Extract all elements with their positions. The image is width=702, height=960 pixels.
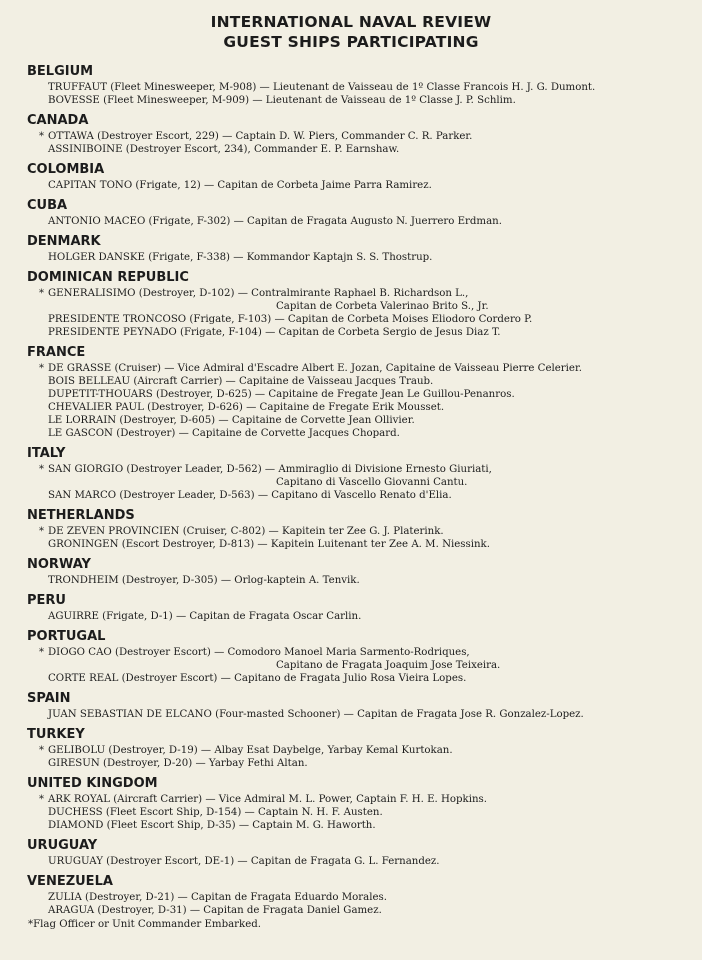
ship-entry — [24, 143, 678, 156]
flag-officer-marker: * — [39, 647, 44, 658]
country-list — [24, 64, 678, 917]
ship-entry — [24, 463, 678, 476]
ship-entry-text: URUGUAY (Destroyer Escort, DE-1) — Capitan de Fragata G. L. Fernandez. — [48, 856, 440, 867]
ship-entry — [24, 819, 678, 832]
ship-entry — [24, 646, 678, 659]
ship-entry — [24, 130, 678, 143]
ship-entry — [24, 489, 678, 502]
ship-entry-text: SAN GIORGIO (Destroyer Leader, D-562) — Ammiraglio di Divisione Ernesto Giuriati, — [48, 464, 492, 475]
flag-officer-marker: * — [39, 131, 44, 142]
ship-entry-continuation: Capitano di Vascello Giovanni Cantu. — [276, 477, 468, 488]
ship-entry-text: HOLGER DANSKE (Frigate, F-338) — Kommandor Kaptajn S. S. Thostrup. — [48, 252, 433, 263]
ship-entry — [24, 525, 678, 538]
country-heading: ITALY — [27, 446, 66, 461]
country-section — [24, 113, 678, 156]
ship-entry-text: DE ZEVEN PROVINCIEN (Cruiser, C-802) — Kapitein ter Zee G. J. Platerink. — [48, 526, 444, 537]
ship-entry-text: JUAN SEBASTIAN DE ELCANO (Four-masted Schooner) — Capitan de Fragata Jose R. Gonzalez-Lopez. — [48, 709, 584, 720]
ship-entry-text: BOIS BELLEAU (Aircraft Carrier) — Capitaine de Vaisseau Jacques Traub. — [48, 376, 434, 387]
country-heading: DOMINICAN REPUBLIC — [27, 270, 189, 285]
country-heading: CUBA — [27, 198, 68, 213]
ship-entry — [24, 414, 678, 427]
ship-entry-text: ARK ROYAL (Aircraft Carrier) — Vice Admiral M. L. Power, Captain F. H. E. Hopkins. — [48, 794, 487, 805]
country-section — [24, 776, 678, 832]
ship-entry-text: CAPITAN TONO (Frigate, 12) — Capitan de Corbeta Jaime Parra Ramirez. — [48, 180, 432, 191]
ship-entry-continuation: Capitano de Fragata Joaquim Jose Teixeira. — [276, 660, 501, 671]
ship-entry-text: DIAMOND (Fleet Escort Ship, D-35) — Captain M. G. Haworth. — [48, 820, 376, 831]
country-section — [24, 508, 678, 551]
ship-entry-text: CHEVALIER PAUL (Destroyer, D-626) — Capitaine de Fregate Erik Mousset. — [48, 402, 445, 413]
country-section — [24, 162, 678, 192]
ship-entry-text: ANTONIO MACEO (Frigate, F-302) — Capitan de Fragata Augusto N. Juerrero Erdman. — [48, 216, 502, 227]
ship-entry — [24, 287, 678, 300]
country-heading: TURKEY — [27, 727, 85, 742]
ship-entry — [24, 708, 678, 721]
ship-entry — [24, 891, 678, 904]
ship-entry — [24, 375, 678, 388]
ship-entry-text: DUPETIT-THOUARS (Destroyer, D-625) — Capitaine de Fregate Jean Le Guillou-Penanros. — [48, 389, 515, 400]
ship-entry — [24, 251, 678, 264]
country-heading: NETHERLANDS — [27, 508, 135, 523]
ship-entry — [24, 81, 678, 94]
ship-entry-text: GRONINGEN (Escort Destroyer, D-813) — Kapitein Luitenant ter Zee A. M. Niessink. — [48, 539, 490, 550]
ship-entry — [24, 388, 678, 401]
country-heading: NORWAY — [27, 557, 91, 572]
country-heading: PORTUGAL — [27, 629, 106, 644]
ship-entry — [24, 538, 678, 551]
ship-entry-text: DE GRASSE (Cruiser) — Vice Admiral d'Escadre Albert E. Jozan, Capitaine de Vaisseau Pierre Celerier. — [48, 363, 582, 374]
ship-entry — [24, 574, 678, 587]
country-section — [24, 691, 678, 721]
flag-officer-marker: * — [39, 363, 44, 374]
ship-entry — [24, 362, 678, 375]
ship-entry-text: AGUIRRE (Frigate, D-1) — Capitan de Fragata Oscar Carlin. — [48, 611, 362, 622]
ship-entry — [24, 806, 678, 819]
country-section — [24, 874, 678, 917]
ship-entry — [24, 401, 678, 414]
ship-entry — [24, 757, 678, 770]
ship-entry — [24, 179, 678, 192]
ship-entry — [24, 610, 678, 623]
ship-entry — [24, 855, 678, 868]
flag-officer-marker: * — [39, 745, 44, 756]
ship-entry — [24, 904, 678, 917]
country-heading: BELGIUM — [27, 64, 94, 79]
ship-entry-continuation: Capitan de Corbeta Valerinao Brito S., Jr. — [276, 301, 489, 312]
flag-officer-marker: * — [39, 464, 44, 475]
country-heading: COLOMBIA — [27, 162, 105, 177]
ship-entry-text: SAN MARCO (Destroyer Leader, D-563) — Capitano di Vascello Renato d'Elia. — [48, 490, 452, 501]
country-section — [24, 198, 678, 228]
country-heading: VENEZUELA — [27, 874, 113, 889]
country-section — [24, 446, 678, 502]
country-heading: FRANCE — [27, 345, 86, 360]
ship-entry-text: ARAGUA (Destroyer, D-31) — Capitan de Fragata Daniel Gamez. — [48, 905, 382, 916]
ship-entry-text: DUCHESS (Fleet Escort Ship, D-154) — Captain N. H. F. Austen. — [48, 807, 383, 818]
document-title: INTERNATIONAL NAVAL REVIEW — [210, 13, 492, 31]
country-section — [24, 629, 678, 685]
country-heading: CANADA — [27, 113, 89, 128]
country-heading: SPAIN — [27, 691, 71, 706]
document-subtitle: GUEST SHIPS PARTICIPATING — [223, 33, 479, 51]
ship-entry-text: TRUFFAUT (Fleet Minesweeper, M-908) — Lieutenant de Vaisseau de 1º Classe Francois H. J. G. Dumont. — [48, 82, 596, 93]
ship-entry-text: GENERALISIMO (Destroyer, D-102) — Contralmirante Raphael B. Richardson L., — [48, 288, 469, 299]
country-section — [24, 593, 678, 623]
ship-entry-text: GELIBOLU (Destroyer, D-19) — Albay Esat Daybelge, Yarbay Kemal Kurtokan. — [48, 745, 453, 756]
ship-entry-text: ASSINIBOINE (Destroyer Escort, 234), Commander E. P. Earnshaw. — [48, 144, 400, 155]
flag-officer-marker: * — [39, 794, 44, 805]
ship-entry — [24, 94, 678, 107]
flag-officer-marker: * — [39, 526, 44, 537]
country-section — [24, 838, 678, 868]
ship-entry-text: TRONDHEIM (Destroyer, D-305) — Orlog-kaptein A. Tenvik. — [48, 575, 360, 586]
country-section — [24, 270, 678, 339]
ship-entry-text: PRESIDENTE TRONCOSO (Frigate, F-103) — Capitan de Corbeta Moises Eliodoro Cordero P. — [48, 314, 533, 325]
ship-entry — [24, 326, 678, 339]
ship-entry-text: PRESIDENTE PEYNADO (Frigate, F-104) — Capitan de Corbeta Sergio de Jesus Diaz T. — [48, 327, 501, 338]
country-section — [24, 345, 678, 440]
ship-entry-text: DIOGO CAO (Destroyer Escort) — Comodoro Manoel Maria Sarmento-Rodriques, — [48, 647, 470, 658]
ship-entry-text: GIRESUN (Destroyer, D-20) — Yarbay Fethi Altan. — [48, 758, 308, 769]
country-section — [24, 557, 678, 587]
ship-entry — [24, 427, 678, 440]
country-heading: URUGUAY — [27, 838, 98, 853]
ship-entry-text: BOVESSE (Fleet Minesweeper, M-909) — Lieutenant de Vaisseau de 1º Classe J. P. Schlim. — [48, 95, 516, 106]
ship-entry-text: CORTE REAL (Destroyer Escort) — Capitano de Fragata Julio Rosa Vieira Lopes. — [48, 673, 467, 684]
country-heading: DENMARK — [27, 234, 101, 249]
ship-entry — [24, 313, 678, 326]
country-section — [24, 234, 678, 264]
ship-entry — [24, 672, 678, 685]
ship-entry-text: OTTAWA (Destroyer Escort, 229) — Captain D. W. Piers, Commander C. R. Parker. — [48, 131, 473, 142]
flag-officer-marker: * — [39, 288, 44, 299]
ship-entry — [24, 215, 678, 228]
country-section — [24, 727, 678, 770]
country-heading: PERU — [27, 593, 66, 608]
ship-entry-text: LE GASCON (Destroyer) — Capitaine de Corvette Jacques Chopard. — [48, 428, 400, 439]
ship-entry — [24, 793, 678, 806]
ship-entry — [24, 744, 678, 757]
ship-entry-text: LE LORRAIN (Destroyer, D-605) — Capitaine de Corvette Jean Ollivier. — [48, 415, 415, 426]
footnote: *Flag Officer or Unit Commander Embarked. — [28, 919, 261, 930]
ship-entry-text: ZULIA (Destroyer, D-21) — Capitan de Fragata Eduardo Morales. — [48, 892, 387, 903]
country-heading: UNITED KINGDOM — [27, 776, 158, 791]
country-section — [24, 64, 678, 107]
